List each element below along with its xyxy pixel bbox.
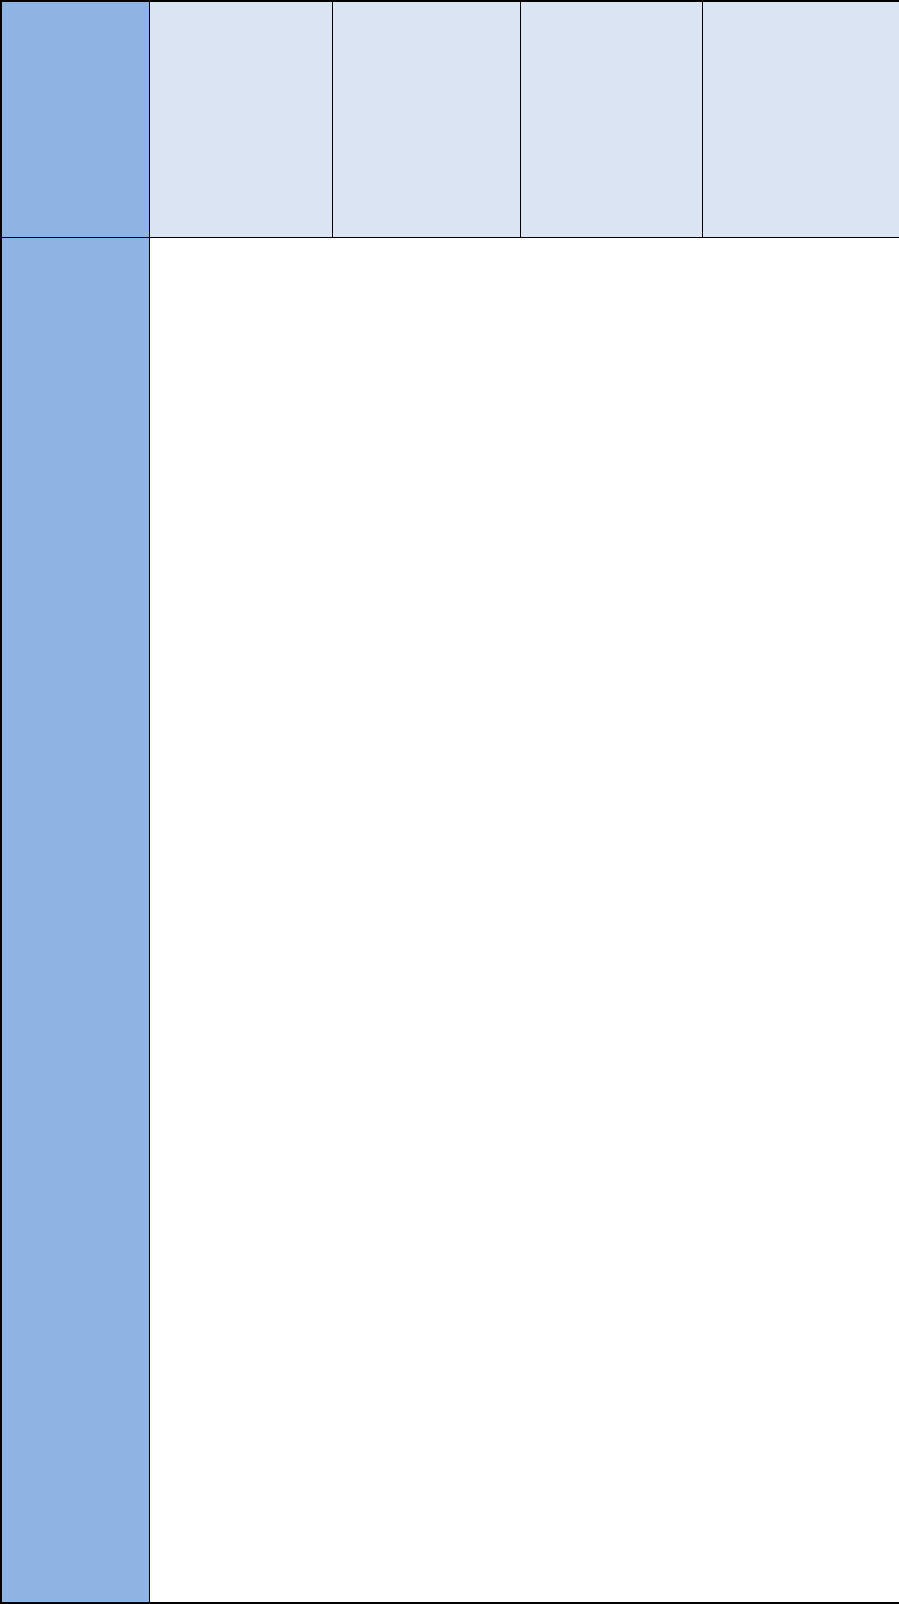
model-column-header [702, 1, 899, 237]
row-label [1, 237, 149, 1603]
model-header-label [1, 1, 149, 237]
model-column-header [149, 1, 332, 237]
image-row [1, 237, 899, 1603]
model-column-header [332, 1, 520, 237]
model-header-row [1, 1, 899, 237]
model-column-header [520, 1, 702, 237]
